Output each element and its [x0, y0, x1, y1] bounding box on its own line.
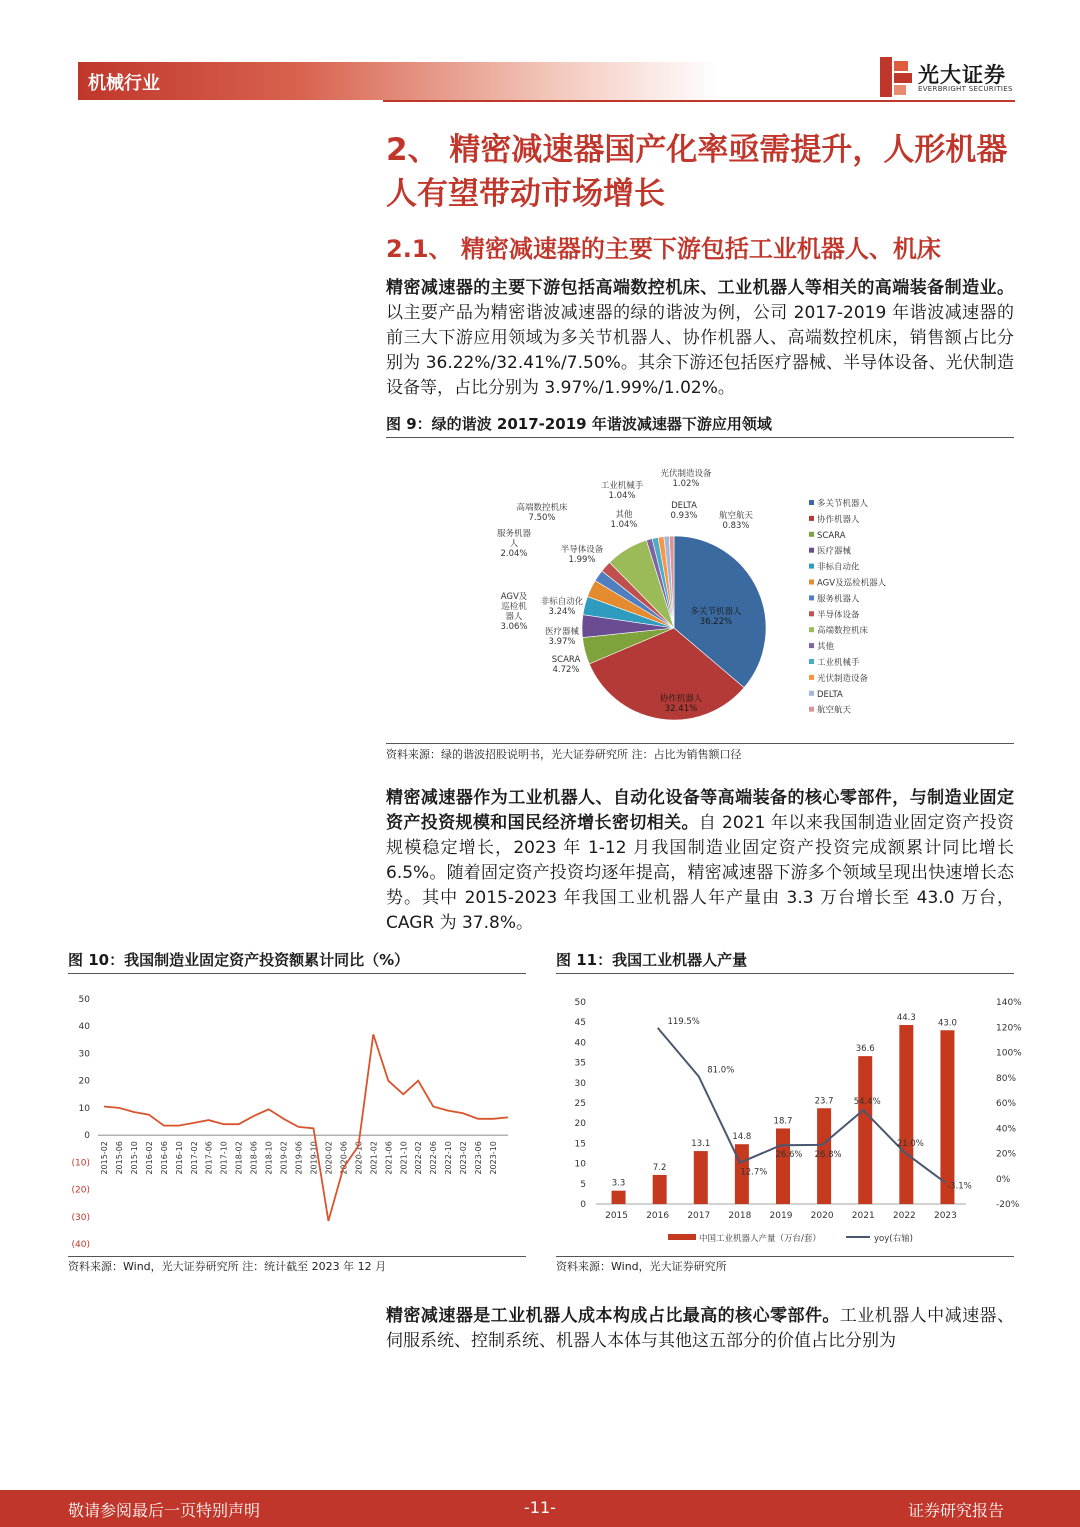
- paragraph-1-bold: 精密减速器的主要下游包括高端数控机床、工业机器人等相关的高端装备制造业。: [386, 278, 1014, 298]
- x-tick-label: 2020-06: [339, 1141, 349, 1175]
- pie-data-label: 半导体设备 1.99%: [560, 545, 604, 565]
- x-tick-label: 2015: [605, 1211, 629, 1221]
- y-tick-label: 20: [574, 1119, 586, 1130]
- bar-data-label: 43.0: [937, 1018, 957, 1029]
- brand-logo: [880, 57, 1020, 99]
- y2-tick-label: 40%: [996, 1124, 1017, 1135]
- legend-label: 半导体设备: [817, 610, 860, 621]
- pie-data-label: 多关节机器人 36.22%: [690, 607, 742, 627]
- x-tick-label: 2022-06: [429, 1141, 439, 1175]
- y-tick-label: 0: [580, 1200, 586, 1210]
- y-tick-label: (10): [71, 1158, 90, 1169]
- x-tick-label: 2015-10: [129, 1141, 139, 1175]
- x-tick-label: 2021: [851, 1211, 875, 1221]
- y-tick-label: 30: [574, 1078, 586, 1089]
- line-data-label: 26.8%: [814, 1149, 842, 1160]
- x-tick-label: 2018-10: [264, 1141, 274, 1175]
- legend-swatch: [809, 691, 814, 696]
- line-data-label: 12.7%: [740, 1167, 768, 1178]
- brand-subtitle: EVERBRIGHT SECURITIES: [918, 85, 1013, 93]
- paragraph-1: [386, 276, 1014, 401]
- section-label: 机械行业: [88, 73, 160, 94]
- y2-tick-label: 20%: [996, 1149, 1017, 1160]
- x-tick-label: 2023-10: [489, 1141, 499, 1175]
- paragraph-3-text: 工业机器人中减速器、伺服系统、控制系统、机器人本体与其他这五部分的价值占比分别为: [386, 1306, 1015, 1351]
- y-tick-label: (40): [71, 1240, 90, 1250]
- legend-swatch: [809, 516, 814, 521]
- pie-data-label: AGV及巡检机器人 3.06%: [500, 592, 528, 632]
- line-data-label: 26.6%: [775, 1150, 803, 1161]
- pie-data-label: 航空航天 0.83%: [718, 511, 754, 531]
- legend-label: 光伏制造设备: [817, 673, 869, 684]
- y2-tick-label: 140%: [996, 998, 1022, 1008]
- bar-data-label: 36.6: [855, 1044, 875, 1055]
- page-number: -11-: [524, 1498, 556, 1517]
- bar-data-label: 44.3: [896, 1013, 916, 1024]
- bar-data-label: 14.8: [732, 1132, 752, 1143]
- legend-swatch: [809, 675, 814, 680]
- y2-tick-label: -20%: [996, 1200, 1020, 1210]
- x-tick-label: 2021-06: [384, 1141, 394, 1175]
- x-tick-label: 2015-02: [100, 1141, 109, 1175]
- x-tick-label: 2019-10: [309, 1141, 319, 1175]
- legend-label: 非标自动化: [817, 562, 860, 573]
- y-tick-label: (30): [71, 1212, 90, 1223]
- y-tick-label: (20): [71, 1185, 90, 1196]
- x-tick-label: 2020: [810, 1211, 834, 1221]
- legend-label: 医疗器械: [817, 546, 852, 557]
- legend-label: DELTA: [817, 689, 843, 700]
- y-tick-label: 50: [574, 998, 586, 1008]
- legend-label-line: yoy(右轴): [874, 1234, 913, 1244]
- pie-data-label: 非标自动化 3.24%: [540, 597, 584, 617]
- fig11-title: 图 11：我国工业机器人产量: [556, 951, 748, 969]
- bar: [653, 1175, 667, 1204]
- paragraph-2: [386, 786, 1014, 936]
- legend-label: SCARA: [817, 530, 846, 541]
- bar: [940, 1030, 954, 1204]
- section-heading: 2、 精密减速器国产化率亟需提升，人形机器人有望带动市场增长: [386, 132, 1008, 212]
- paragraph-2-text: 自 2021 年以来我国制造业固定资产投资规模稳定增长，2023 年 1-12 月我国制造业固定资产投资完成额累计同比增长 6.5%。随着固定资产投资均逐年提高，精密减速器下游多个领域呈现出快速增长态势。其中 2015-2023 年我国工业机器人年产量由 3.3 万台增长至 43.0 万台，CAGR 为 37.8%。: [386, 813, 1014, 933]
- fig10-bottom-rule: [68, 1256, 526, 1257]
- series-line: [104, 1034, 508, 1221]
- y-tick-label: 15: [574, 1139, 586, 1150]
- legend-label: 高端数控机床: [817, 626, 869, 637]
- y-tick-label: 40: [574, 1038, 586, 1049]
- bar-data-label: 13.1: [691, 1139, 711, 1150]
- y-tick-label: 10: [78, 1103, 90, 1114]
- pie-data-label: 协作机器人 32.41%: [659, 694, 703, 714]
- legend-swatch: [809, 595, 814, 600]
- legend-swatch: [809, 580, 814, 585]
- pie-data-label: 高端数控机床 7.50%: [516, 503, 568, 523]
- x-tick-label: 2023-06: [474, 1141, 484, 1175]
- x-tick-label: 2019-02: [279, 1141, 289, 1175]
- fig11-source: 资料来源：Wind，光大证券研究所: [556, 1260, 727, 1273]
- legend-label: 航空航天: [817, 705, 852, 716]
- y2-tick-label: 120%: [996, 1023, 1022, 1034]
- footer-report-type: 证券研究报告: [907, 1501, 1004, 1520]
- fig9-title: 图 9：绿的谐波 2017-2019 年谐波减速器下游应用领域: [386, 415, 772, 433]
- legend-swatch: [809, 659, 814, 664]
- legend-label: 协作机器人: [817, 514, 860, 525]
- pie-data-label: 光伏制造设备 1.02%: [660, 469, 712, 489]
- fig10-title: 图 10：我国制造业固定资产投资额累计同比（%）: [68, 951, 410, 969]
- legend-label: 多关节机器人: [817, 499, 869, 509]
- x-tick-label: 2022-10: [444, 1141, 454, 1175]
- pie-data-label: SCARA 4.72%: [551, 655, 581, 675]
- legend-swatch-bar: [668, 1234, 696, 1240]
- paragraph-3: [386, 1304, 1014, 1354]
- x-tick-label: 2017-06: [204, 1141, 214, 1175]
- y2-tick-label: 80%: [996, 1073, 1017, 1084]
- bar: [694, 1151, 708, 1204]
- footer-disclaimer: 敬请参阅最后一页特别声明: [68, 1501, 261, 1520]
- legend-swatch: [809, 532, 814, 537]
- fig11-bar-line-chart: [556, 984, 1022, 1256]
- y2-tick-label: 100%: [996, 1048, 1022, 1059]
- legend-label: 其他: [817, 642, 835, 653]
- bar: [858, 1056, 872, 1204]
- legend-label-bar: 中国工业机器人产量（万台/套）: [699, 1234, 821, 1244]
- x-tick-label: 2018: [728, 1211, 752, 1221]
- fig11-bottom-rule: [556, 1256, 1014, 1257]
- brand-mark-icon: [880, 57, 912, 97]
- header-rule: [383, 100, 1015, 102]
- y-tick-label: 50: [78, 995, 90, 1005]
- line-data-label: -3.1%: [947, 1181, 972, 1192]
- fig10-line-chart: [68, 984, 526, 1256]
- y-tick-label: 40: [78, 1022, 90, 1033]
- x-tick-label: 2016-10: [174, 1141, 184, 1175]
- legend-swatch: [809, 643, 814, 648]
- legend-swatch: [809, 548, 814, 553]
- pie-data-label: 医疗器械 3.97%: [544, 627, 580, 647]
- legend-swatch: [809, 611, 814, 616]
- pie-data-label: DELTA 0.93%: [670, 501, 698, 521]
- x-tick-label: 2015-06: [114, 1141, 124, 1175]
- line-data-label: 119.5%: [667, 1016, 700, 1027]
- fig9-source: 资料来源：绿的谐波招股说明书，光大证券研究所 注：占比为销售额口径: [386, 748, 742, 761]
- line-data-label: 54.4%: [853, 1097, 881, 1108]
- paragraph-3-bold: 精密减速器是工业机器人成本构成占比最高的核心零部件。: [386, 1306, 840, 1326]
- y2-tick-label: 60%: [996, 1099, 1017, 1109]
- line-data-label: 81.0%: [707, 1065, 735, 1076]
- fig9-bottom-rule: [386, 743, 1014, 744]
- fig9-pie-chart: [386, 444, 1014, 740]
- bar: [612, 1191, 626, 1204]
- y-tick-label: 30: [78, 1049, 90, 1060]
- x-tick-label: 2022: [892, 1211, 916, 1221]
- y-tick-label: 5: [580, 1179, 586, 1190]
- paragraph-2-bold: 精密减速器作为工业机器人、自动化设备等高端装备的核心零部件，与制造业固定资产投资规模和国民经济增长密切相关。: [386, 788, 1014, 833]
- x-tick-label: 2022-02: [414, 1141, 424, 1175]
- x-tick-label: 2023: [933, 1211, 957, 1221]
- legend-label: AGV及巡检机器人: [817, 578, 887, 589]
- fig10-source: 资料来源：Wind，光大证券研究所 注：统计截至 2023 年 12 月: [68, 1260, 387, 1273]
- bar: [899, 1025, 913, 1204]
- footer-band: [0, 1490, 1080, 1527]
- paragraph-1-text: 以主要产品为精密谐波减速器的绿的谐波为例，公司 2017-2019 年谐波减速器的前三大下游应用领域为多关节机器人、协作机器人、高端数控机床，销售额占比分别为 36.22%/32.41%/7.50%。其余下游还包括医疗器械、半导体设备、光伏制造设备等，占比分别为 3.97%/1.99%/1.02%。: [386, 303, 1014, 398]
- x-tick-label: 2018-06: [249, 1141, 259, 1175]
- bar-data-label: 3.3: [611, 1178, 626, 1189]
- x-tick-label: 2017-10: [219, 1141, 229, 1175]
- legend-swatch: [809, 564, 814, 569]
- y-tick-label: 35: [574, 1058, 586, 1069]
- bar-data-label: 7.2: [652, 1162, 667, 1173]
- bar: [776, 1128, 790, 1204]
- legend-swatch: [809, 500, 814, 505]
- fig11-top-rule: [556, 973, 1014, 974]
- y2-tick-label: 0%: [996, 1174, 1011, 1185]
- x-tick-label: 2018-02: [234, 1141, 244, 1175]
- x-tick-label: 2016-02: [144, 1141, 154, 1175]
- y-tick-label: 25: [574, 1099, 586, 1109]
- fig10-top-rule: [68, 973, 526, 974]
- brand-name: 光大证券: [918, 63, 1006, 87]
- header-band: [78, 62, 718, 100]
- pie-data-label: 其他 1.04%: [610, 510, 638, 530]
- pie-data-label: 服务机器人 2.04%: [496, 529, 532, 559]
- x-tick-label: 2020-02: [324, 1141, 334, 1175]
- x-tick-label: 2019: [769, 1211, 793, 1221]
- fig9-top-rule: [386, 437, 1014, 438]
- legend-swatch: [809, 627, 814, 632]
- subsection-heading: 2.1、 精密减速器的主要下游包括工业机器人、机床: [386, 235, 941, 263]
- pie-data-label: 工业机械手 1.04%: [600, 481, 644, 501]
- legend-swatch: [809, 707, 814, 712]
- bar-data-label: 18.7: [773, 1116, 793, 1127]
- x-tick-label: 2019-06: [294, 1141, 304, 1175]
- x-tick-label: 2021-10: [399, 1141, 409, 1175]
- x-tick-label: 2023-02: [459, 1141, 469, 1175]
- y-tick-label: 45: [574, 1018, 586, 1029]
- bar-data-label: 23.7: [814, 1096, 834, 1107]
- x-tick-label: 2021-02: [369, 1141, 379, 1175]
- x-tick-label: 2016-06: [159, 1141, 169, 1175]
- x-tick-label: 2017-02: [189, 1141, 199, 1175]
- x-tick-label: 2016: [646, 1211, 670, 1221]
- legend-label: 工业机械手: [817, 658, 860, 668]
- y-tick-label: 0: [84, 1131, 90, 1142]
- x-tick-label: 2020-10: [354, 1141, 364, 1175]
- legend-label: 服务机器人: [817, 594, 860, 605]
- y-tick-label: 20: [78, 1076, 90, 1087]
- line-data-label: 21.0%: [896, 1139, 924, 1150]
- y-tick-label: 10: [574, 1159, 586, 1170]
- x-tick-label: 2017: [687, 1211, 711, 1221]
